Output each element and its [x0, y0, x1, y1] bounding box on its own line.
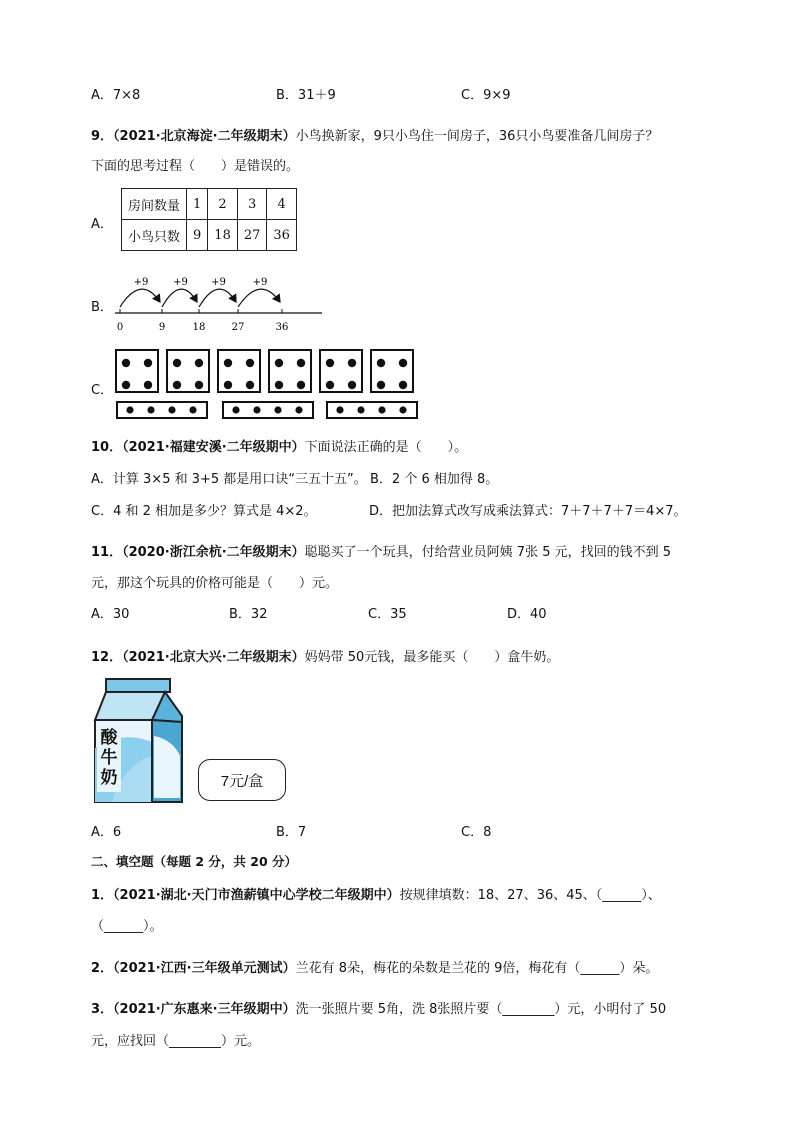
q9-option-a-label: A．	[91, 217, 113, 232]
f2-line	[91, 957, 658, 976]
bar-dot	[399, 406, 406, 413]
f1-line1	[91, 884, 661, 903]
f1-text: 按规律填数：18、27、36、45、（______）、	[399, 888, 661, 903]
q11-option-c: C．35	[368, 607, 407, 622]
die-dot	[399, 381, 407, 389]
carton-label-char: 牛	[100, 748, 118, 768]
q10-stem	[91, 436, 467, 455]
f3-text: 洗一张照片要 5角，洗 8张照片要（________）元，小明付了 50	[295, 1002, 667, 1017]
die-dot	[173, 381, 181, 389]
q10-source: （2021·福建安溪·二年级期中）	[122, 440, 305, 455]
table-cell: 36	[267, 220, 297, 251]
number-line-tick-label: 0	[116, 322, 124, 333]
die-dot	[122, 359, 130, 367]
q11-stem-line1	[91, 541, 671, 560]
number-line-tick-label: 18	[192, 322, 206, 333]
bar-dot	[253, 406, 260, 413]
q11-option-d: D．40	[507, 607, 547, 622]
q9-source: （2021·北京海淀·二年级期末）	[113, 129, 296, 144]
f1-line2: （______）。	[91, 919, 163, 934]
die-dot	[297, 381, 305, 389]
bar-dot	[126, 406, 133, 413]
f2-text: 兰花有 8朵，梅花的朵数是兰花的 9倍，梅花有（______）朵。	[295, 961, 659, 976]
table-cell: 4	[267, 189, 297, 220]
die-dot	[246, 381, 254, 389]
bar-dot	[336, 406, 343, 413]
die-dot	[195, 359, 203, 367]
q9-option-b-label: B．	[91, 300, 113, 315]
q9-number-line	[110, 270, 330, 336]
q10-option-d: D．把加法算式改写成乘法算式：7＋7＋7＋7＝4×7。	[369, 504, 687, 519]
die-dot	[297, 359, 305, 367]
q10-number: 10．	[91, 440, 123, 455]
number-line-tick-label: 27	[231, 322, 245, 333]
q12-option-b: B．7	[276, 825, 307, 840]
f3-number: 3．	[91, 1002, 114, 1017]
bar-dot	[232, 406, 239, 413]
number-line-jump-arc	[199, 289, 236, 307]
q9-number: 9．	[91, 129, 114, 144]
q9-stem-text: 小鸟换新家，9只小鸟住一间房子，36只小鸟要准备几间房子？	[295, 129, 659, 144]
q9-option-c-label: C．	[91, 383, 114, 398]
q12-option-a: A．6	[91, 825, 122, 840]
f2-number: 2．	[91, 961, 114, 976]
die-dot	[122, 381, 130, 389]
q11-option-a: A．30	[91, 607, 130, 622]
f3-line1	[91, 998, 666, 1017]
die-dot	[275, 359, 283, 367]
die-dot	[326, 381, 334, 389]
die-dot	[224, 359, 232, 367]
table-cell: 1	[187, 189, 208, 220]
die-dot	[348, 359, 356, 367]
die-dot	[377, 381, 385, 389]
q12-stem-text: 妈妈带 50元钱，最多能买（ ）盒牛奶。	[304, 650, 560, 665]
table-cell: 18	[208, 220, 238, 251]
price-tag-text: 7元/盒	[220, 772, 264, 790]
table-cell: 2	[208, 189, 238, 220]
section-title-fill-in: 二、填空题（每题 2 分，共 20 分）	[91, 854, 298, 869]
number-line-tick-label: 36	[275, 322, 289, 333]
q10-option-a: A．计算 3×5 和 3+5 都是用口诀“三五十五”。	[91, 472, 367, 487]
q12-stem	[91, 646, 559, 665]
die-dot	[377, 359, 385, 367]
milk-carton-image	[92, 676, 186, 806]
q10-option-c: C．4 和 2 相加是多少？算式是 4×2。	[91, 504, 317, 519]
die-dot	[144, 381, 152, 389]
number-line-jump-label: +9	[252, 277, 268, 288]
f1-source: （2021·湖北·天门市渔薪镇中心学校二年级期中）	[113, 888, 400, 903]
carton-label-char: 酸	[100, 728, 118, 748]
table-cell: 9	[187, 220, 208, 251]
bar-dot	[147, 406, 154, 413]
f3-source: （2021·广东惠来·三年级期中）	[113, 1002, 296, 1017]
q9-dot-groups	[110, 345, 430, 425]
die-dot	[173, 359, 181, 367]
bar-dot	[168, 406, 175, 413]
bar-dot	[378, 406, 385, 413]
bar-dot	[274, 406, 281, 413]
die-dot	[399, 359, 407, 367]
q10-stem-text: 下面说法正确的是（ ）。	[304, 440, 468, 455]
bar-dot	[189, 406, 196, 413]
carton-label-char: 奶	[100, 768, 118, 788]
table-row	[122, 220, 297, 251]
number-line-jump-arc	[238, 289, 280, 307]
number-line-jump-arc	[162, 289, 197, 307]
f2-source: （2021·江西·三年级单元测试）	[113, 961, 296, 976]
table-cell: 小鸟只数	[122, 220, 187, 251]
number-line-jump-label: +9	[173, 277, 188, 288]
bar-groups	[117, 402, 417, 418]
table-cell: 房间数量	[122, 189, 187, 220]
q11-stem-text: 聪聪买了一个玩具，付给营业员阿姨 7张 5 元，找回的钱不到 5	[304, 545, 671, 560]
q9-room-table	[121, 188, 297, 251]
table-cell: 27	[237, 220, 267, 251]
q12-option-c: C．8	[461, 825, 492, 840]
die-dot	[326, 359, 334, 367]
q11-source: （2020·浙江余杭·二年级期末）	[122, 545, 305, 560]
q11-option-b: B．32	[229, 607, 268, 622]
die-dot	[275, 381, 283, 389]
q11-number: 11．	[91, 545, 123, 560]
q8-option-b: B．31＋9	[276, 88, 336, 103]
die-dot	[348, 381, 356, 389]
number-line-jump-label: +9	[133, 277, 149, 288]
q12-source: （2021·北京大兴·二年级期末）	[122, 650, 305, 665]
q12-number: 12．	[91, 650, 123, 665]
q11-stem-line2: 元，那这个玩具的价格可能是（ ）元。	[91, 576, 339, 591]
f3-line2: 元，应找回（________）元。	[91, 1034, 261, 1049]
bar-dot	[295, 406, 302, 413]
die-dot	[144, 359, 152, 367]
q9-stem-line2: 下面的思考过程（ ）是错误的。	[91, 159, 300, 174]
die-dot	[224, 381, 232, 389]
table-cell: 3	[237, 189, 267, 220]
dice-groups	[116, 350, 413, 392]
number-line-jump-arc	[120, 289, 160, 307]
die-dot	[246, 359, 254, 367]
q8-option-a: A．7×8	[91, 88, 141, 103]
die-dot	[195, 381, 203, 389]
price-tag	[198, 759, 286, 801]
f1-number: 1．	[91, 888, 114, 903]
number-line-jumps	[120, 277, 280, 307]
q8-option-c: C．9×9	[461, 88, 511, 103]
bar-dot	[357, 406, 364, 413]
q9-stem-line1	[91, 125, 658, 144]
number-line-tick-label: 9	[158, 322, 166, 333]
q10-option-b: B．2 个 6 相加得 8。	[370, 472, 499, 487]
number-line-jump-label: +9	[211, 277, 226, 288]
table-row	[122, 189, 297, 220]
